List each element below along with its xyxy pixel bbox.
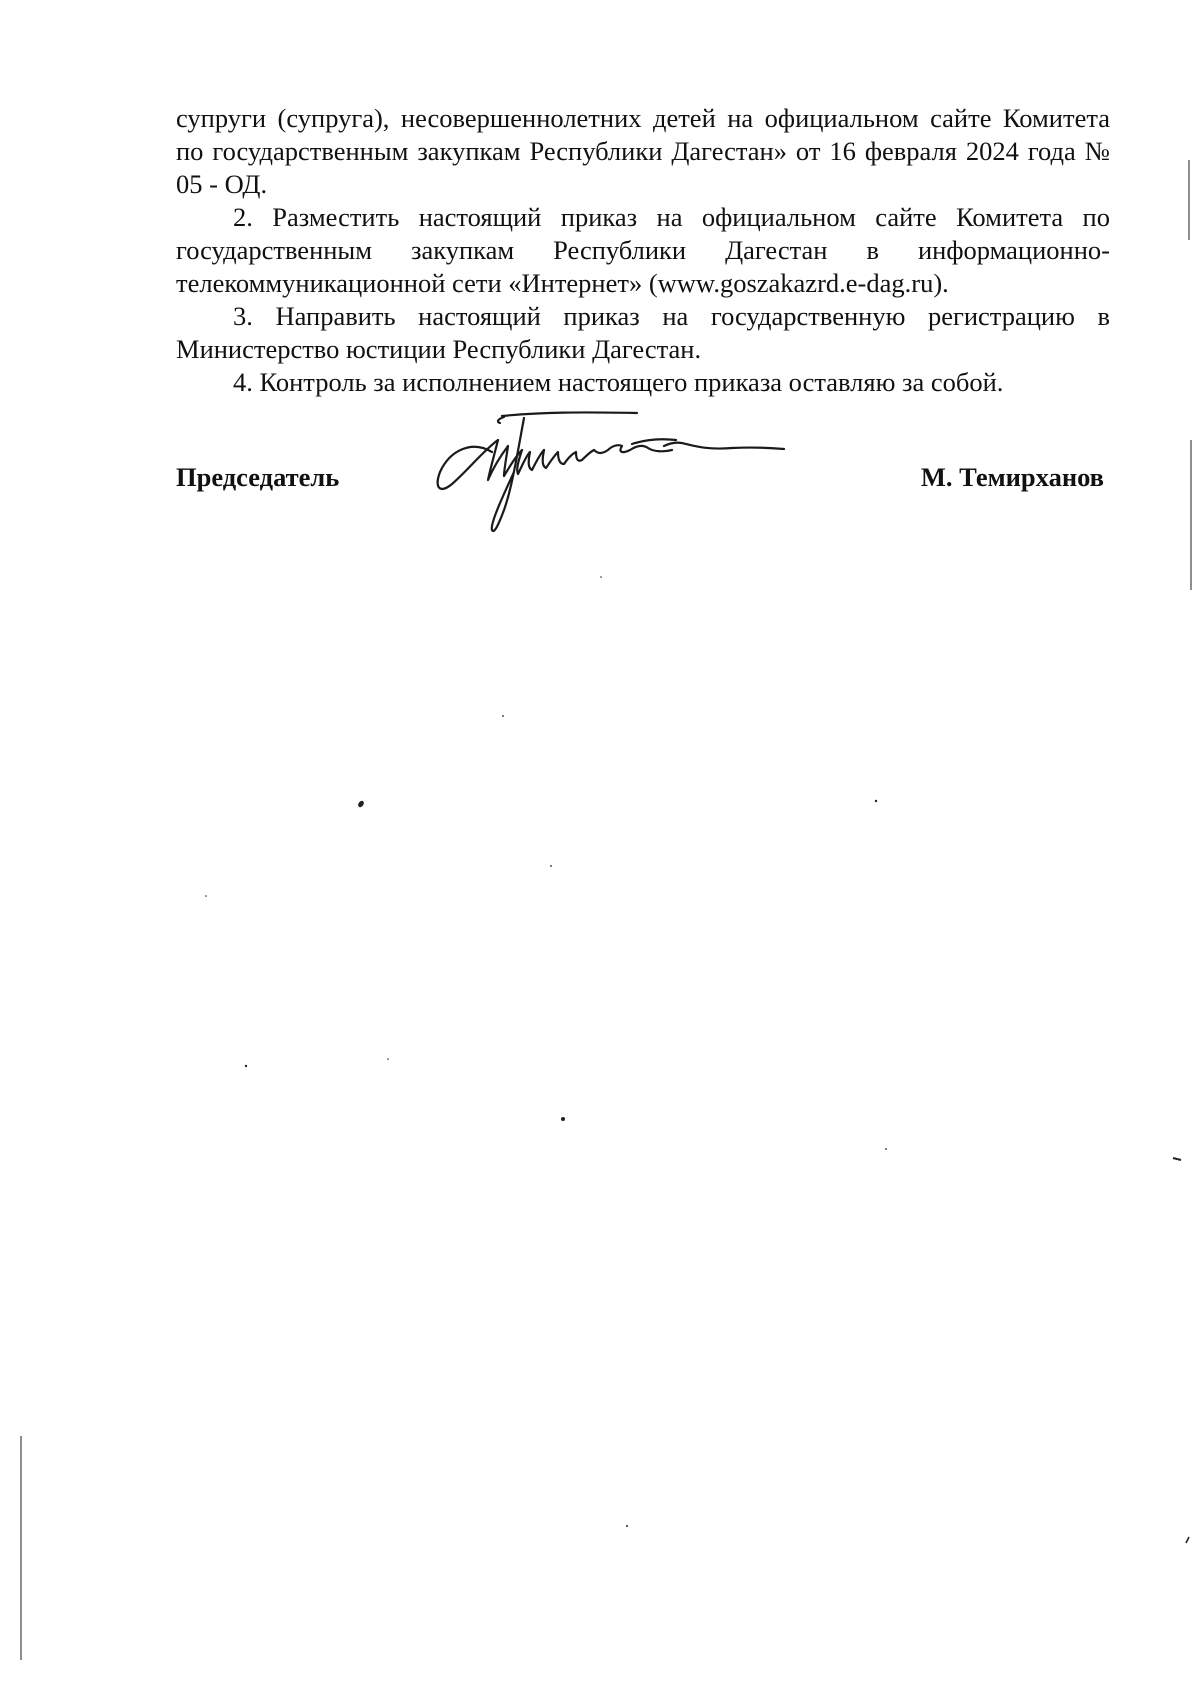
paragraph-item-4: 4. Контроль за исполнением настоящего приказа оставляю за собой. [233,367,1004,397]
paragraph-continuation: супруги (супруга), несовершеннолетних детей на официальном сайте Комитета по государственным закупкам Республики Дагестан» от 16 февраля 2024 года № 05 - ОД. [176,103,1110,199]
signatory-name: М. Темирханов [920,462,1104,492]
paragraph-item-2: 2. Разместить настоящий приказ на официальном сайте Комитета по государственным закупкам Республики Дагестан в информационно-телекоммуникационной сети «Интернет» (www.goszakazrd.e-dag.ru). [176,202,1110,298]
position-title: Председатель [176,462,340,492]
paragraph-item-3: 3. Направить настоящий приказ на государственную регистрацию в Министерство юстиции Республики Дагестан. [176,301,1110,364]
